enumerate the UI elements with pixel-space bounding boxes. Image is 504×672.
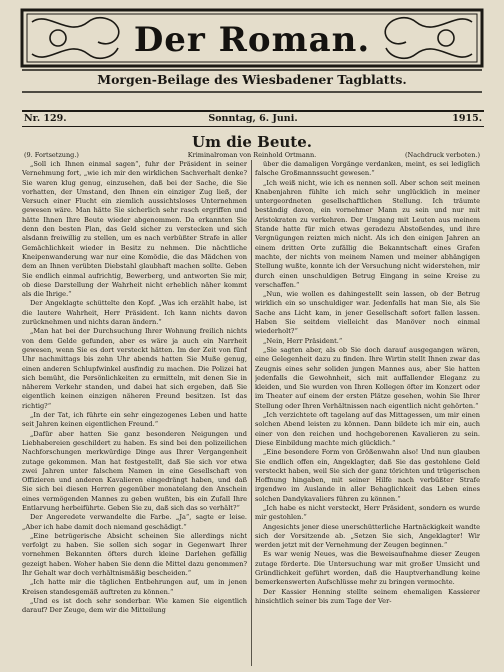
paragraph: „Ich weiß nicht, wie ich es nennen soll. Aber schon seit meinen Knabenjahren fühlte ich mich sehr unglücklich in meiner untergeordneten gesellschaftlichen Stellung. Ich träumte beständig davon, ein vornehmer Mann zu sein und nur mit Aristokraten zu verkehren. Der Umgang mit Leuten aus meinem Stande hatte für mich etwas geradezu Abstoßendes, und ihre Vergnügungen reizten mich nicht. Als ich den einigen Jahren an einem dritten Orte zufällig die Bekanntschaft eines Grafen machte, der nichts von meinem Namen und meiner abhängigen Stellung wußte, konnte ich der Versuchung nicht widerstehen, mir durch einen unschuldigen Betrug Eingang in seine Kreise zu verschaffen.“ [255, 178, 480, 289]
issue-year: 1915. [452, 113, 482, 124]
paragraph: „Dafür aber hatten Sie ganz besonderen Neigungen und Liebhabereien geschildert zu haben. Es sind bei den polizeilichen Nachforschungen merkwürdige Dinge aus Ihrer Vergangenheit zutage gekommen. Man hat festgestellt, daß Sie sich vor etwa zwei Jahren unter falschem Namen in eine Gesellschaft von Offizieren und anderen Kavalieren eingedrängt haben, und daß Sie sich bei diesen Herren gegenüber monatelang den Anschein eines vermögenden Mannes zu geben wußten, bis ein Zufall Ihre Entlarvung herbeiführte. Geben Sie zu, daß sich das so verhält?“ [22, 429, 247, 512]
paragraph: „Eine betrügerische Absicht scheinen Sie allerdings nicht verfolgt zu haben. Sie sollen sich sogar in Gegenwart Ihrer vornehmen Bekannten öfters durch kleine Darlehen gefällig gezeigt haben. Woher haben Sie denn die Mittel dazu genommen? Ihr Gehalt war doch verhältnismäßig bescheiden.“ [22, 531, 247, 578]
paragraph: „Eine besondere Form von Größenwahn also! Und nun glauben Sie endlich offen ein, Angeklagter, daß Sie das gestohlene Geld versteckt haben, weil Sie sich der ganz törichten und trügerischen Hoffnung hingaben, mit seiner Hilfe nach verbüßter Strafe irgendwo im Auslande in aller Behaglichkeit das Leben eines solchen Dandykavaliers führen zu können.“ [255, 448, 480, 503]
issue-date: Sonntag, 6. Juni. [208, 113, 298, 124]
paragraph: Der Angeklagte schüttelte den Kopf. „Was ich erzählt habe, ist die lautere Wahrheit, Herr Präsident. Ich kann nichts davon zurücknehmen und nichts daran ändern.“ [22, 299, 247, 327]
paragraph: Der Kassier Henning stellte seinem ehemaligen Kassierer hinsichtlich seiner bis zum Tage der Ver- [255, 587, 480, 605]
newspaper-subtitle: Morgen-Beilage des Wiesbadener Tagblatts. [97, 72, 407, 87]
paragraph: „In der Tat, ich führte ein sehr eingezogenes Leben und hatte seit Jahren keinen eigentlichen Freund.“ [22, 411, 247, 429]
issue-line [22, 110, 484, 127]
paragraph: „Ich hatte mir die täglichen Entbehrungen auf, um in jenen Kreisen standesgemäß auftreten zu können.“ [22, 578, 247, 596]
paragraph: „Man hat bei der Durchsuchung Ihrer Wohnung freilich nichts von dem Gelde gefunden, aber es wäre ja auch ein Narrheit gewesen, wenn Sie es dort versteckt hätten. Im der Zeit von fünf Uhr nachmittags bis zehn Uhr abends hatten Sie Muße genug, einen anderen Schlupfwinkel ausfindig zu machen. Die Polizei hat sich bemüht, die Persönlichkeiten zu ermitteln, mit denen Sie in näherem Verkehr standen, und dabei hat sich ergeben, daß Sie eigentlich keinen einzigen näheren Freund besitzen. Ist das richtig?“ [22, 327, 247, 410]
article-headline: Um die Beute. [192, 133, 312, 151]
paragraph: „Nun, wie wollen es dahingestellt sein lassen, ob der Betrug wirklich ein so unschuldiger war. Jedenfalls hat man Sie, als Sie Sache ans Licht kam, in jener Gesellschaft sofort fallen lassen. Haben Sie seitdem vielleicht das Manöver noch einmal wiederholt?“ [255, 290, 480, 336]
paragraph: Es war wenig Neues, was die Beweisaufnahme dieser Zeugen zutage förderte. Die Untersuchung war mit großer Umsicht und Gründlichkeit geführt worden, daß die Hauptverhandlung keine bemerkenswerten Aufschlüsse mehr zu bringen vermochte. [255, 550, 480, 587]
paragraph: über die damaligen Vorgänge verdanken, meint, es sei lediglich falsche Großmannssucht gewesen.“ [255, 160, 480, 178]
paragraph: „Ich habe es nicht versteckt, Herr Präsident, sondern es wurde mir gestohlen.“ [255, 503, 480, 522]
byline: Kriminalroman von Reinhold Ortmann. [187, 151, 317, 159]
text-column-right [255, 160, 480, 668]
masthead [18, 8, 486, 100]
paragraph: Angesichts jener diese unerschütterliche Hartnäckigkeit wandte sich der Vorsitzende ab. „Setzen Sie sich, Angeklagter! Wir werden jetzt mit der Vernehmung der Zeugen beginnen.“ [255, 522, 480, 550]
column-divider [251, 160, 252, 666]
reprint-note: (Nachdruck verboten.) [405, 151, 480, 159]
paragraph: Der Angeredete verwandelte die Farbe. „Ja“, sagte er leise. „Aber ich habe damit doch niemand geschädigt.“ [22, 513, 247, 531]
paragraph: „Und es ist doch sehr sonderbar. Wie kamen Sie eigentlich darauf? Der Zeuge, dem wir die Mitteilung [22, 596, 247, 615]
continuation-note: (9. Fortsetzung.) [24, 151, 79, 159]
newspaper-title: Der Roman. [133, 20, 371, 60]
paragraph: „Nein, Herr Präsident.“ [263, 336, 343, 345]
issue-number: Nr. 129. [24, 113, 67, 124]
paragraph: „Soll ich Ihnen einmal sagen“, fuhr der Präsident in seiner Vernehmung fort, „wie ich mir den wirklichen Sachverhalt denke? Sie waren klug genug, einzusehen, daß bei der Sache, die Sie vorhatten, der Umstand, den Ihnen ein einziger Zug ließ, der Versuch einer Flucht ein ziemlich aussichtsloses Unternehmen gewesen wäre. Man hätte Sie sicherlich sehr rasch ergriffen und hätte Ihnen Ihre Beute wieder abgenommen. Da erkannten Sie denn den besten Plan, das Geld sicher zu verstecken und sich alsdann freiwillig zu stellen, um es nach verbüßter Strafe in aller Gemächlichkeit wieder in Besitz zu nehmen. Die nächtliche Kneipenwanderung war nur eine Komödie, die das Mädchen von dem an Ihnen verübten Diebstahl glaubhaft machen sollte. Geben Sie endlich einmal aufrichtig, Bewerberg, und antworten Sie mir, ob diese Darstellung der Wahrheit nicht erheblich näher kommt als die Ihrige.“ [22, 160, 247, 299]
paragraph: „Sie sagten aber, als ob Sie doch darauf ausgegangen wären, eine Gelegenheit dazu zu finden. Ihre Wirtin stellt Ihnen zwar das Zeugnis eines sehr soliden jungen Mannes aus, aber Sie hatten jedenfalls die Gewohnheit, sich mit auffallender Eleganz zu kleiden, und Sie wurden von Ihren Kollegen öfter im Konzert oder im Theater auf einem der ersten Plätze gesehen, wohin Sie Ihrer Stellung oder Ihren Verhältnissen nach eigentlich nicht gehörten.“ [255, 345, 480, 410]
paragraph: „Ich verzichtete oft tagelang auf das Mittagessen, um mir einen solchen Abend leisten zu können. Dann bildete ich mir ein, auch einer von den reichen und hochgeborenen Kavalieren zu sein. Diese Einbildung machte mich glücklich.“ [255, 411, 480, 447]
text-column-left [22, 160, 247, 668]
